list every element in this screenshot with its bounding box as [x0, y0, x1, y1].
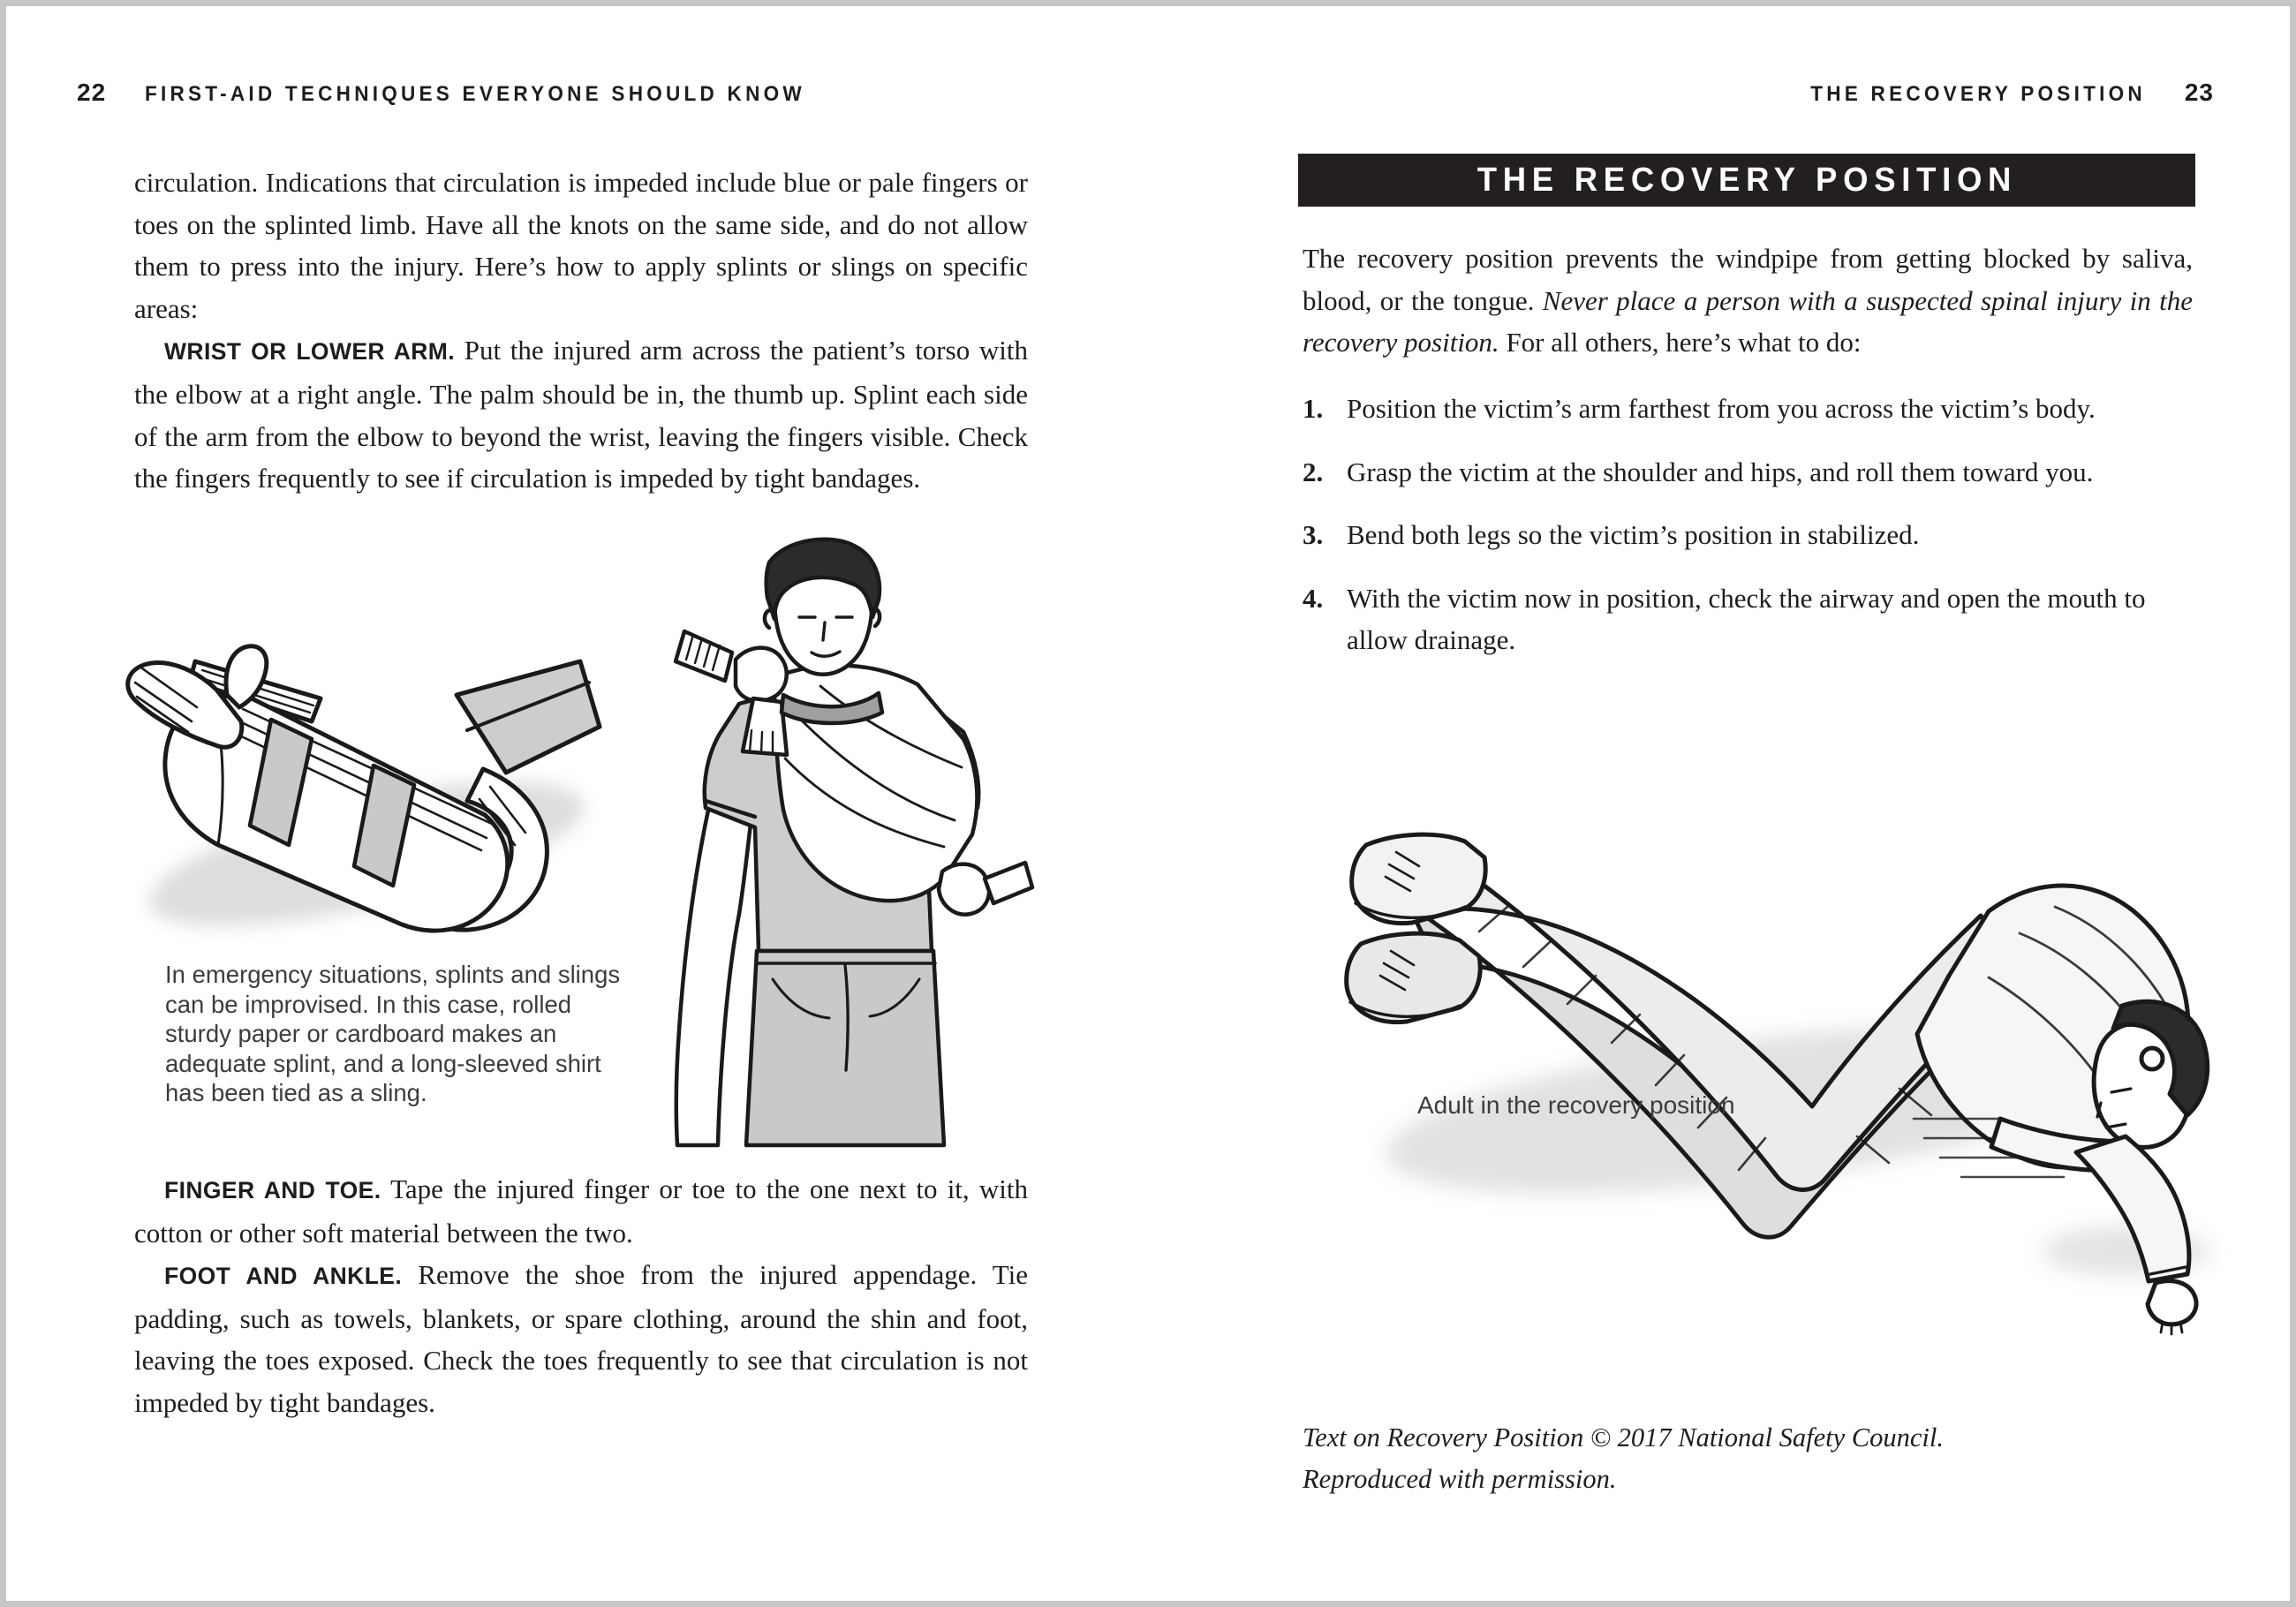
- step-number: 1.: [1303, 393, 1324, 424]
- credit-line-2: Reproduced with permission.: [1303, 1464, 1617, 1494]
- body-paragraph-wrist: WRIST OR LOWER ARM. Put the injured arm across the patient’s torso with the elbow at a right angle. The palm should be in, the thumb up. Splint each side of the arm from the elbow to beyond the wrist, leaving the fingers visible. Check the fingers frequently to see if circulation is impeded by tight bandages.: [134, 335, 1029, 494]
- left-bottom-text: [134, 1168, 1028, 1424]
- credit-line-1: Text on Recovery Position © 2017 National Safety Council.: [1303, 1422, 1944, 1452]
- figure-caption-recovery: Adult in the recovery position: [1417, 1091, 1735, 1119]
- step-item: [1303, 451, 2193, 494]
- body-paragraph-finger: FINGER AND TOE. Tape the injured finger or toe to the one next to it, with cotton or other soft material between the two.: [134, 1173, 1028, 1249]
- recovery-position-illustration: [1331, 827, 2240, 1331]
- running-head-right-title: THE RECOVERY POSITION: [1810, 82, 2146, 106]
- splint-illustration: [110, 614, 605, 960]
- steps-list: [1303, 388, 2193, 683]
- page-number-left: 22: [77, 79, 107, 106]
- section-lead-wrist: WRIST OR LOWER ARM.: [164, 338, 456, 366]
- running-head-left-title: FIRST-AID TECHNIQUES EVERYONE SHOULD KNOW: [145, 82, 806, 106]
- right-intro-text: [1303, 238, 2193, 364]
- running-head-right: [1789, 79, 2214, 107]
- section-lead-finger: FINGER AND TOE.: [164, 1177, 381, 1203]
- paper: [6, 6, 2290, 1601]
- section-banner-title: THE RECOVERY POSITION: [1477, 161, 2017, 199]
- running-head-left: [77, 79, 848, 107]
- intro-italic-warning: Never place a person with a suspected spinal injury in the recovery position.: [1303, 284, 2193, 358]
- step-item: [1303, 388, 2193, 430]
- step-text: Bend both legs so the victim’s position in stabilized.: [1347, 519, 1920, 551]
- section-lead-foot: FOOT AND ANKLE.: [164, 1263, 403, 1290]
- step-number: 4.: [1303, 582, 1324, 614]
- step-number: 3.: [1303, 519, 1324, 551]
- body-paragraph-circulation: circulation. Indications that circulation is impeded include blue or pale fingers or toes on the splinted limb. Have all the knots on the same side, and do not allow them to press into the injury. Here’s how to apply splints or slings on specific areas:: [134, 167, 1028, 324]
- step-text: Grasp the victim at the shoulder and hips, and roll them toward you.: [1347, 456, 2094, 487]
- step-number: 2.: [1303, 456, 1324, 487]
- figure-caption-splint: In emergency situations, splints and slings can be improvised. In this case, rolled sturdy paper or cardboard makes an adequate splint, and a long-sleeved shirt has been tied as a sling.: [165, 961, 621, 1106]
- section-banner: [1298, 154, 2195, 207]
- step-text: With the victim now in position, check the airway and open the mouth to allow drainage.: [1347, 582, 2146, 656]
- body-paragraph-intro: The recovery position prevents the windpipe from getting blocked by saliva, blood, or the tongue. Never place a person with a suspected spinal injury in the recovery position. For all others, here’s what to do:: [1303, 243, 2193, 358]
- step-item: [1303, 514, 2193, 556]
- step-item: [1303, 577, 2193, 661]
- step-text: Position the victim’s arm farthest from you across the victim’s body.: [1347, 393, 2096, 424]
- body-paragraph-foot: FOOT AND ANKLE. Remove the shoe from the injured appendage. Tie padding, such as towels, blankets, or spare clothing, around the shin and foot, leaving the toes exposed. Check the toes frequently to see that circulation is not impeded by tight bandages.: [134, 1259, 1028, 1418]
- page-number-right: 23: [2184, 79, 2214, 106]
- sling-illustration: [651, 536, 1039, 1145]
- left-top-text: [134, 162, 1028, 500]
- credit-text: [1303, 1417, 2186, 1500]
